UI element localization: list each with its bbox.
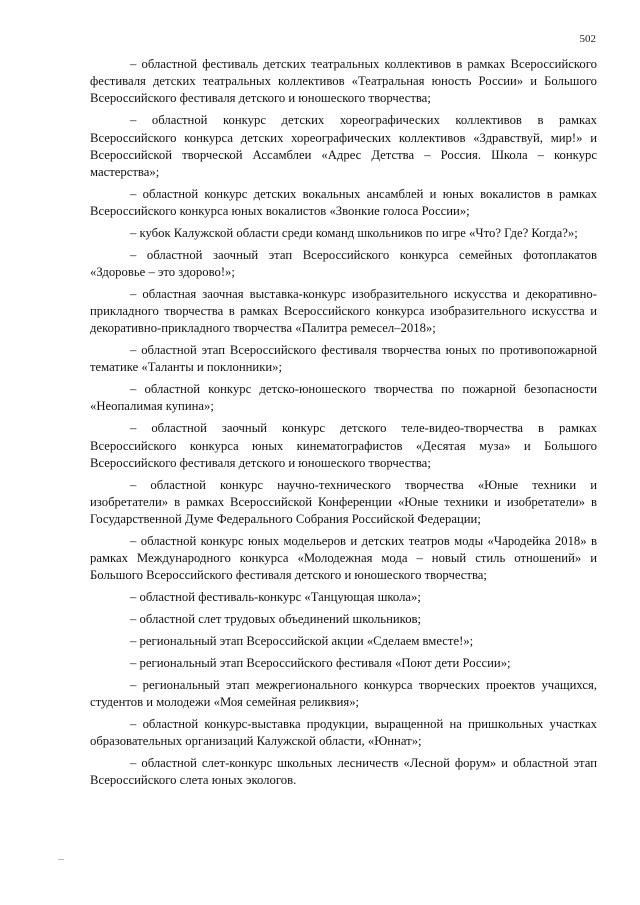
document-body <box>90 56 597 794</box>
list-item: – областной заочный этап Всероссийского конкурса семейных фотоплакатов «Здоровье – это здорово!»; <box>90 247 597 279</box>
list-item: – областной слет-конкурс школьных лесничеств «Лесной форум» и областной этап Всероссийского слета юных экологов. <box>90 756 597 788</box>
list-item: – областной заочный конкурс детского теле-видео-творчества в рамках Всероссийского конкурса юных кинематографистов «Десятая муза» и Большого Всероссийского фестиваля детского и юношеского творчества; <box>90 421 597 470</box>
list-item: – областной конкурс детско-юношеского творчества по пожарной безопасности «Неопалимая купина»; <box>90 382 597 414</box>
list-item: – региональный этап Всероссийской акции «Сделаем вместе!»; <box>130 634 474 649</box>
page-number: 502 <box>579 33 596 45</box>
list-item: – региональный этап Всероссийского фестиваля «Поют дети России»; <box>130 655 511 670</box>
list-item: – областной конкурс научно-технического творчества «Юные техники и изобретатели» в рамках Всероссийской Конференции «Юные техники и изобретатели» в Государственной Думе Федерального Собрания Российской Федерации; <box>90 477 597 527</box>
list-item: – областной конкурс детских хореографических коллективов в рамках Всероссийского конкурса детских хореографических коллективов «Здравствуй, мир!» и Всероссийской творческой Ассамблеи «Адрес Детства – Россия. Школа – конкурс мастерства»; <box>90 113 597 179</box>
list-item: – областная заочная выставка-конкурс изобразительного искусства и декоративно-прикладного творчества в рамках Всероссийского конкурса изобразительного искусства и декоративно-прикладного творчества «Палитра ремесел–2018»; <box>90 286 597 336</box>
list-item: – областной конкурс-выставка продукции, выращенной на пришкольных участках образовательных организаций Калужской области, «Юннат»; <box>90 716 597 749</box>
list-item: – областной этап Всероссийского фестиваля творчества юных по противопожарной тематике «Таланты и поклонники»; <box>90 343 597 375</box>
list-item: – областной конкурс детских вокальных ансамблей и юных вокалистов в рамках Всероссийского конкурса юных вокалистов «Звонкие голоса России»; <box>90 186 597 218</box>
list-item: – областной фестиваль-конкурс «Танцующая школа»; <box>130 590 421 605</box>
list-item: – областной фестиваль детских театральных коллективов в рамках Всероссийского фестиваля детских театральных коллективов «Театральная юность России» и Большого Всероссийского фестиваля детского и юношеского творчества; <box>90 57 597 106</box>
list-item: – региональный этап межрегионального конкурса творческих проектов учащихся, студентов и молодежи «Моя семейная реликвия»; <box>90 677 597 710</box>
list-item: – кубок Калужской области среди команд школьников по игре «Что? Где? Когда?»; <box>130 225 578 240</box>
list-item: – областной слет трудовых объединений школьников; <box>130 612 422 627</box>
list-item: – областной конкурс юных модельеров и детских театров моды «Чародейка 2018» в рамках Международного конкурса «Молодежная мода – новый стиль отношений» и Большого Всероссийского фестиваля детского и юношеского творчества; <box>90 533 597 583</box>
scan-margin-mark <box>58 859 64 860</box>
